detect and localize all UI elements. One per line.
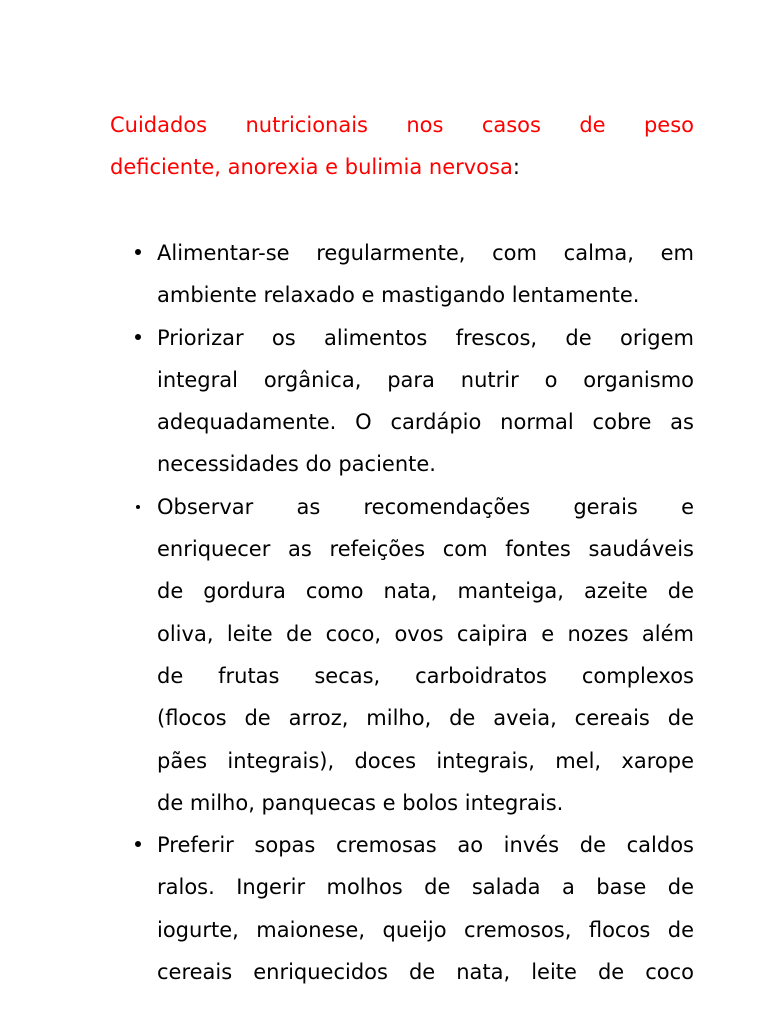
heading-colon: : bbox=[512, 155, 520, 179]
list-item-line: Alimentar-se regularmente, com calma, em bbox=[157, 241, 694, 265]
list-item bbox=[157, 486, 694, 824]
heading-line-1: Cuidados nutricionais nos casos de peso bbox=[110, 113, 694, 137]
list-item-line: (flocos de arroz, milho, de aveia, cereais de bbox=[157, 706, 694, 731]
list-item-line: cereais enriquecidos de nata, leite de coco bbox=[157, 960, 694, 985]
bullet-icon bbox=[135, 841, 141, 847]
list-item-line: Observar as recomendações gerais e bbox=[157, 494, 694, 519]
heading-line-2 bbox=[110, 146, 694, 188]
bullet-icon bbox=[135, 334, 141, 340]
list-item-line: Preferir sopas cremosas ao invés de caldos bbox=[157, 833, 694, 858]
list-item bbox=[157, 824, 694, 993]
list-item-line: de milho, panquecas e bolos integrais. bbox=[157, 790, 564, 815]
section-heading bbox=[110, 104, 694, 188]
list-item-line: de frutas secas, carboidratos complexos bbox=[157, 663, 694, 688]
recommendation-list bbox=[157, 232, 694, 993]
list-item-line: oliva, leite de coco, ovos caipira e nozes além bbox=[157, 621, 694, 646]
list-item bbox=[157, 317, 694, 486]
list-item-line: pães integrais), doces integrais, mel, xarope bbox=[157, 748, 694, 773]
bullet-icon bbox=[136, 505, 140, 509]
list-item-line: iogurte, maionese, queijo cremosos, flocos de bbox=[157, 917, 694, 942]
list-item-line: ambiente relaxado e mastigando lentamente. bbox=[157, 283, 640, 308]
list-item-line: de gordura como nata, manteiga, azeite de bbox=[157, 579, 694, 604]
list-item-line: enriquecer as refeições com fontes saudáveis bbox=[157, 537, 694, 562]
list-item-line: necessidades do paciente. bbox=[157, 452, 436, 477]
heading-line-2-red: deficiente, anorexia e bulimia nervosa bbox=[110, 155, 513, 179]
list-item-line: Priorizar os alimentos frescos, de origem bbox=[157, 325, 694, 350]
list-item-line: ralos. Ingerir molhos de salada a base de bbox=[157, 875, 694, 900]
list-item-line: adequadamente. O cardápio normal cobre as bbox=[157, 410, 694, 435]
bullet-icon bbox=[135, 249, 141, 255]
list-item-line: integral orgânica, para nutrir o organismo bbox=[157, 367, 694, 392]
list-item bbox=[157, 232, 694, 317]
